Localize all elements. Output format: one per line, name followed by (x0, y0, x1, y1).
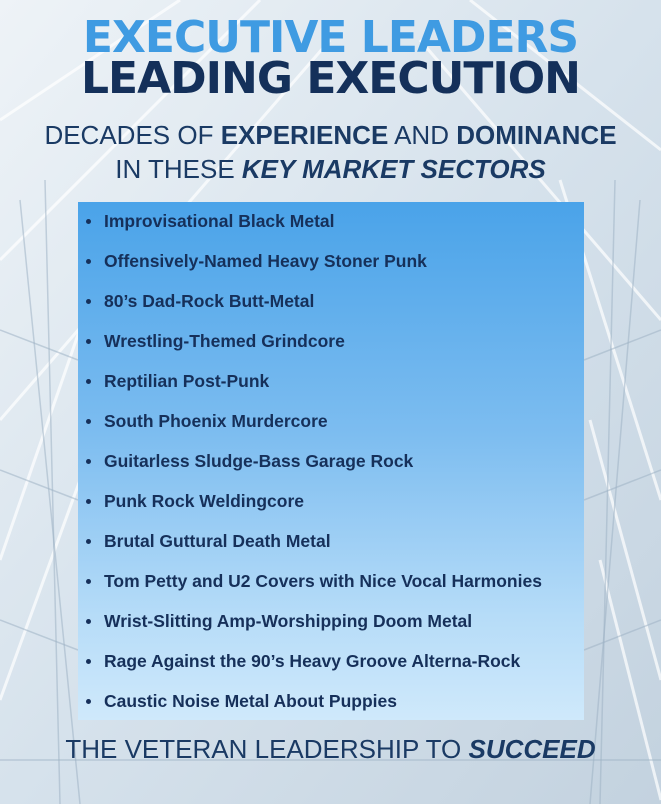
sector-label: Reptilian Post-Punk (104, 371, 270, 391)
list-item (78, 369, 584, 409)
bullet-icon (86, 299, 91, 304)
headline-line-1: EXECUTIVE LEADERS (82, 12, 579, 63)
bullet-icon (86, 379, 91, 384)
bullet-icon (86, 499, 91, 504)
footer-emphasis: SUCCEED (468, 734, 596, 764)
list-item (78, 489, 584, 529)
subheading-line-2 (0, 154, 661, 185)
sector-label: Tom Petty and U2 Covers with Nice Vocal Harmonies (104, 571, 542, 591)
sector-label: Brutal Guttural Death Metal (104, 531, 331, 551)
sector-label: Wrestling-Themed Grindcore (104, 331, 345, 351)
footer-tagline (0, 734, 661, 765)
subheading-text: DECADES OF (44, 120, 221, 150)
sector-label: Caustic Noise Metal About Puppies (104, 691, 398, 711)
list-item (78, 569, 584, 609)
list-item (78, 449, 584, 489)
bullet-icon (86, 619, 91, 624)
list-item (78, 209, 584, 249)
subheading-emphasis-dominance: DOMINANCE (456, 120, 617, 150)
bullet-icon (86, 539, 91, 544)
list-item (78, 649, 584, 689)
list-item (78, 329, 584, 369)
list-item (78, 289, 584, 329)
sector-label: Offensively-Named Heavy Stoner Punk (104, 251, 427, 271)
bullet-icon (86, 459, 91, 464)
list-item (78, 529, 584, 569)
sector-label: South Phoenix Murdercore (104, 411, 328, 431)
sector-label: Wrist-Slitting Amp-Worshipping Doom Metal (104, 611, 473, 631)
subheading-text: IN THESE (115, 154, 242, 184)
sectors-list (78, 209, 584, 729)
sector-label: 80’s Dad-Rock Butt-Metal (104, 291, 315, 311)
bullet-icon (86, 259, 91, 264)
list-item (78, 689, 584, 729)
list-item (78, 409, 584, 449)
bullet-icon (86, 699, 91, 704)
list-item (78, 609, 584, 649)
sector-label: Rage Against the 90’s Heavy Groove Alterna-Rock (104, 651, 521, 671)
subheading-text: AND (388, 120, 457, 150)
sector-label: Punk Rock Weldingcore (104, 491, 304, 511)
subheading-emphasis-sectors: KEY MARKET SECTORS (241, 154, 546, 184)
sector-label: Improvisational Black Metal (104, 211, 335, 231)
bullet-icon (86, 579, 91, 584)
bullet-icon (86, 419, 91, 424)
subheading-line-1 (0, 120, 661, 151)
footer-text: THE VETERAN LEADERSHIP TO (65, 734, 469, 764)
bullet-icon (86, 659, 91, 664)
bullet-icon (86, 219, 91, 224)
headline-line-2: LEADING EXECUTION (81, 53, 580, 104)
sector-label: Guitarless Sludge-Bass Garage Rock (104, 451, 414, 471)
list-item (78, 249, 584, 289)
subheading-emphasis-experience: EXPERIENCE (220, 120, 389, 150)
bullet-icon (86, 339, 91, 344)
sectors-panel (78, 202, 584, 720)
